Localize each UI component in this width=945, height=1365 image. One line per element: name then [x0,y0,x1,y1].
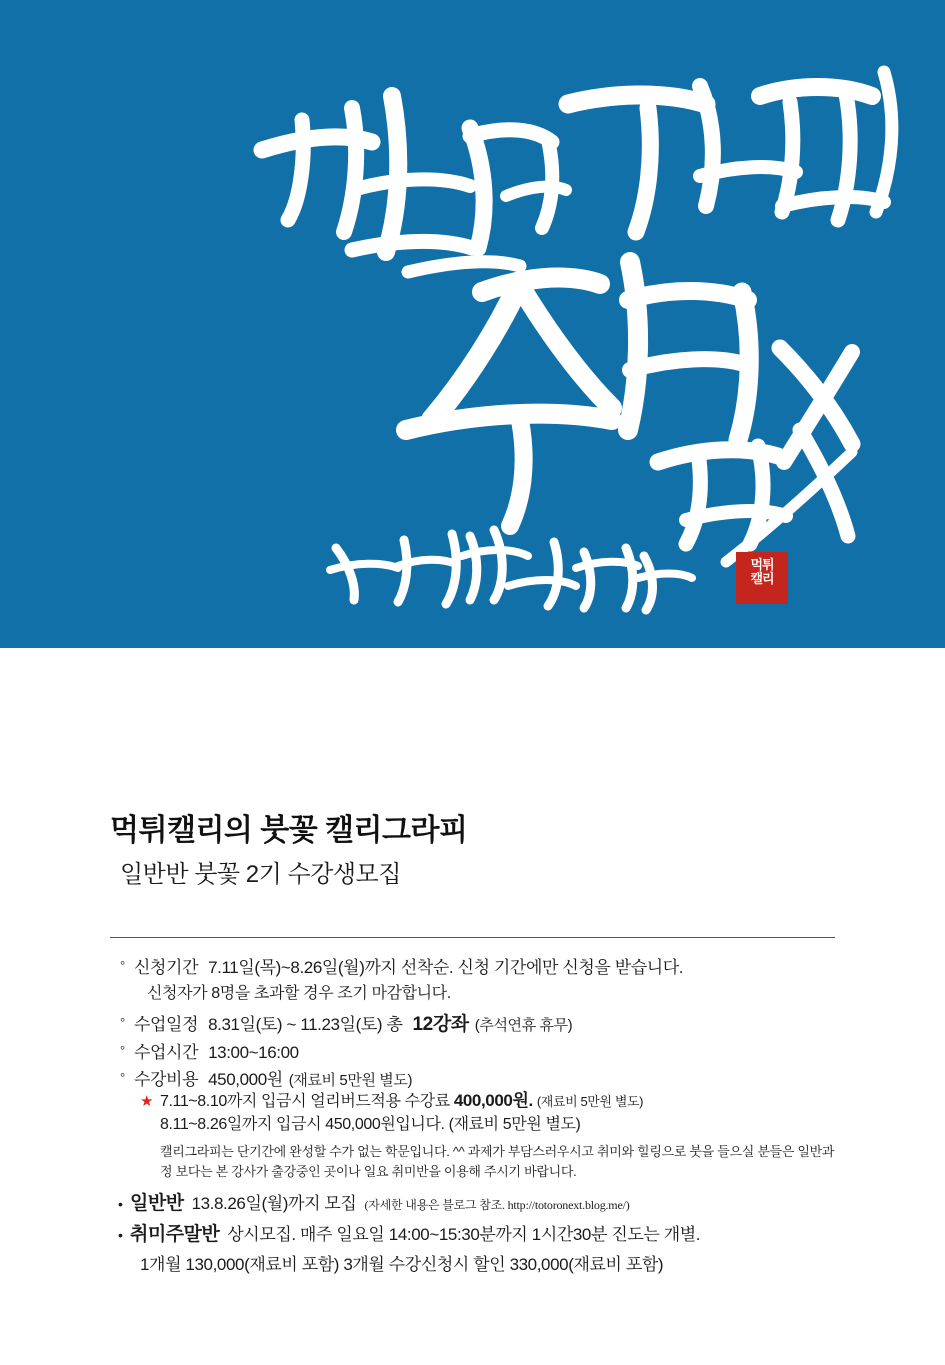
info-row-schedule [120,1009,840,1036]
info-label: 수업일정 [134,1015,199,1034]
info-emphasis: 12강좌 [412,1014,469,1035]
class-options-block [118,1188,838,1275]
dot-bullet-icon: • [118,1196,123,1212]
artist-seal [736,552,788,604]
page-title: 먹튀캘리의 붓꽃 캘리그라피 [110,814,468,847]
earlybird-row-1 [140,1086,840,1111]
info-row-time [120,1038,840,1063]
ring-bullet-icon: ° [120,1043,126,1058]
info-value: 450,000원 [208,1070,283,1089]
class-option-name: 취미주말반 [130,1224,220,1245]
dot-bullet-icon: • [118,1227,123,1243]
earlybird-paren-1: (재료비 5만원 별도) [536,1094,644,1109]
earlybird-line-2 [160,1111,840,1134]
ring-bullet-icon: ° [120,1015,126,1030]
earlybird-amount-2: 450,000원입니다. [325,1116,445,1133]
info-label: 수업시간 [134,1043,199,1062]
info-label: 수강비용 [134,1070,199,1089]
title-block [110,813,835,890]
earlybird-text-1: 7.11~8.10까지 입금시 얼리버드적용 수강료 [160,1093,450,1110]
title-divider [110,937,835,938]
class-option-blog-link[interactable]: (자세한 내용은 블로그 참조. http://totoronext.blog.me/) [364,1198,630,1212]
course-description-paragraph: 캘리그라피는 단기간에 완성할 수가 없는 학문입니다. ^^ 과제가 부담스러우시고 취미와 힐링으로 붓을 들으실 분들은 일반과정 보다는 본 강사가 출강중인 곳이나 일요 취미반을 이용해 주시기 바랍니다. [160,1144,835,1179]
info-value: 8.31일(토) ~ 11.23일(토) 총 [208,1015,403,1034]
info-label: 신청기간 [134,958,199,977]
info-tail: (재료비 5만원 별도) [288,1072,413,1089]
calligraphy-artwork [0,0,945,648]
info-value: 7.11일(목)~8.26일(월)까지 선착순. 신청 기간에만 신청을 받습니다. [208,958,684,977]
earlybird-amount-1: 400,000원. [453,1091,533,1110]
earlybird-section [140,1086,840,1181]
seal-line-2: 캘리 [750,571,774,587]
course-info-list [120,953,840,1092]
class-option-text: 상시모집. 매주 일요일 14:00~15:30분까지 1시간30분 진도는 개별. [227,1225,701,1244]
class-option-regular [118,1188,838,1215]
class-option-name: 일반반 [130,1193,184,1214]
poster-banner [0,0,945,648]
weekend-pricing-line: 1개월 130,000(재료비 포함) 3개월 수강신청시 할인 330,000(재료비 포함) [140,1255,664,1274]
earlybird-line-1 [160,1086,643,1111]
info-row-application-period [120,953,840,978]
page-subtitle: 일반반 붓꽃 2기 수강생모집 [120,861,401,888]
class-option-weekend [118,1219,838,1246]
info-tail: (추석연휴 휴무) [474,1017,573,1034]
earlybird-paren-2: (재료비 5만원 별도) [448,1116,581,1133]
ring-bullet-icon: ° [120,958,126,973]
ring-bullet-icon: ° [120,1070,126,1085]
earlybird-text-2: 8.11~8.26일까지 입금시 [160,1116,322,1133]
seal-line-1: 먹튀 [750,558,774,573]
info-note-application: 신청자가 8명을 초과할 경우 조기 마감합니다. [147,985,451,1002]
class-option-text: 13.8.26일(월)까지 모집 [191,1194,357,1213]
info-value: 13:00~16:00 [208,1043,299,1062]
star-icon: ★ [140,1093,154,1110]
